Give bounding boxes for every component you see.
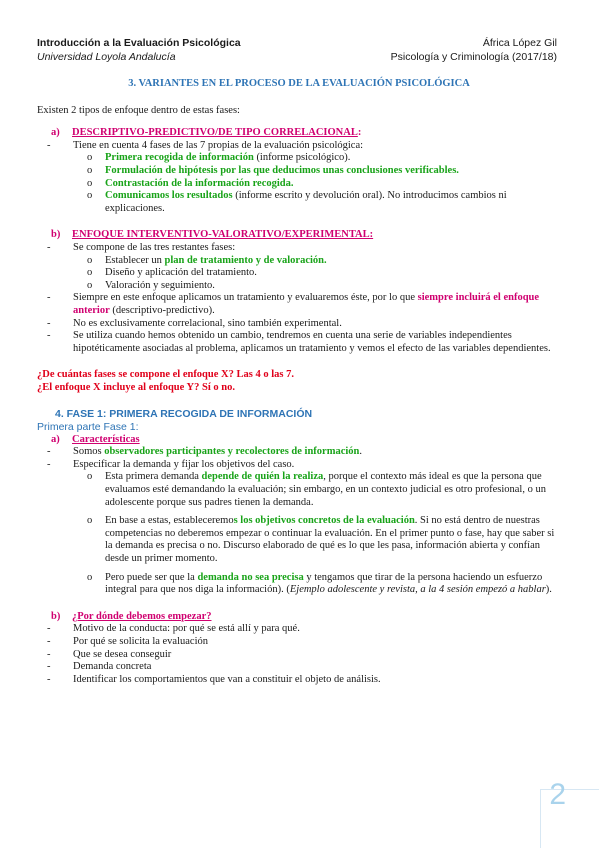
list-item: - Que se desea conseguir — [47, 648, 172, 660]
list-item: - Siempre en este enfoque aplicamos un tratamiento y evaluaremos éste, por lo que siempre incluirá el enfoque anterior (descriptivo-predictivo). — [47, 292, 540, 316]
course-title: Introducción a la Evaluación Psicológica — [37, 37, 241, 49]
list-item: - Se compone de las tres restantes fases: — [47, 241, 236, 253]
list-item: - Demanda concreta — [47, 661, 152, 673]
document-body — [37, 78, 561, 686]
list-item: - No es exclusivamente correlacional, sino también experimental. — [47, 317, 342, 329]
heading-a-descriptive: a) DESCRIPTIVO-PREDICTIVO/DE TIPO CORRELACIONAL: — [51, 127, 362, 139]
list-item: - Somos observadores participantes y recolectores de información. — [47, 446, 363, 458]
list-item: - Por qué se solicita la evaluación — [47, 635, 208, 647]
heading-where-to-start: b) ¿Por dónde debemos empezar? — [51, 610, 212, 622]
sublist-item: o Pero puede ser que la demanda no sea precisa y tengamos que tirar de la persona haciendo un esfuerzo integral para que nos diga la información). (Ejemplo adolescente y revista, a la 4 sesión empezó a hablar). — [87, 571, 552, 596]
sublist-item: o Diseño y aplicación del tratamiento. — [87, 267, 257, 279]
university-name: Universidad Loyola Andalucía — [37, 51, 176, 63]
sublist-item: o Formulación de hipótesis por las que deducimos unas conclusiones verificables. — [87, 164, 459, 176]
author-name: África López Gil — [482, 37, 557, 49]
sublist-item: o Contrastación de la información recogida. — [87, 177, 294, 189]
sublist-item: o Valoración y seguimiento. — [87, 279, 215, 291]
list-item: - Tiene en cuenta 4 fases de las 7 propias de la evaluación psicológica: — [47, 139, 364, 151]
sublist-item: o Primera recogida de información (informe psicológico). — [87, 152, 351, 164]
section-4-heading: 4. FASE 1: PRIMERA RECOGIDA DE INFORMACIÓN — [55, 408, 313, 421]
question-1: ¿De cuántas fases se compone el enfoque X? Las 4 o las 7. — [37, 369, 294, 381]
section-3-heading: 3. VARIANTES EN EL PROCESO DE LA EVALUACIÓN PSICOLÓGICA — [128, 78, 470, 89]
section-4-subtitle: Primera parte Fase 1: — [37, 421, 139, 434]
intro-paragraph: Existen 2 tipos de enfoque dentro de estas fases: — [37, 104, 240, 116]
sublist-item: o Establecer un plan de tratamiento y de valoración. — [87, 254, 327, 266]
sublist-item: o Esta primera demanda depende de quién la realiza, porque el contexto más ideal es que la persona que evaluamos esté demandando la evaluación; sin embargo, en un contexto judicial es otro profesional, o un adolescente porque sus padres tienen la demanda. — [87, 471, 546, 508]
heading-characteristics: a) Características — [51, 433, 140, 445]
list-item: - Se utiliza cuando hemos obtenido un cambio, tendremos en cuenta una serie de variables independientes hipotéticamente asociadas al problema, aplicamos un tratamiento y vemos el efecto de las variables dependientes. — [47, 330, 551, 354]
list-item: - Motivo de la conducta: por qué se está allí y para qué. — [47, 623, 300, 635]
degree-name: Psicología y Criminología (2017/18) — [390, 51, 557, 63]
heading-b-interventive: b) ENFOQUE INTERVENTIVO-VALORATIVO/EXPERIMENTAL: — [51, 229, 374, 241]
sublist-item: o Comunicamos los resultados (informe escrito y devolución oral). No introducimos cambios ni explicaciones. — [87, 190, 507, 214]
sublist-item: o En base a estas, estableceremos los objetivos concretos de la evaluación. Si no está dentro de nuestras competencias no deberemos empezar o continuar la evaluación. En el primer punto o fase, hay que saber si la demanda es precisa o no. Discurso elaborado de qué es lo que les pasa, información abierta y confían desde un primer momento. — [87, 515, 555, 564]
list-item: - Especificar la demanda y fijar los objetivos del caso. — [47, 458, 295, 470]
list-item: - Identificar los comportamientos que van a constituir el objeto de análisis. — [47, 673, 381, 685]
question-2: ¿El enfoque X incluye al enfoque Y? Sí o no. — [37, 381, 235, 393]
page-number: 2 — [549, 778, 566, 811]
page-header — [37, 36, 557, 64]
